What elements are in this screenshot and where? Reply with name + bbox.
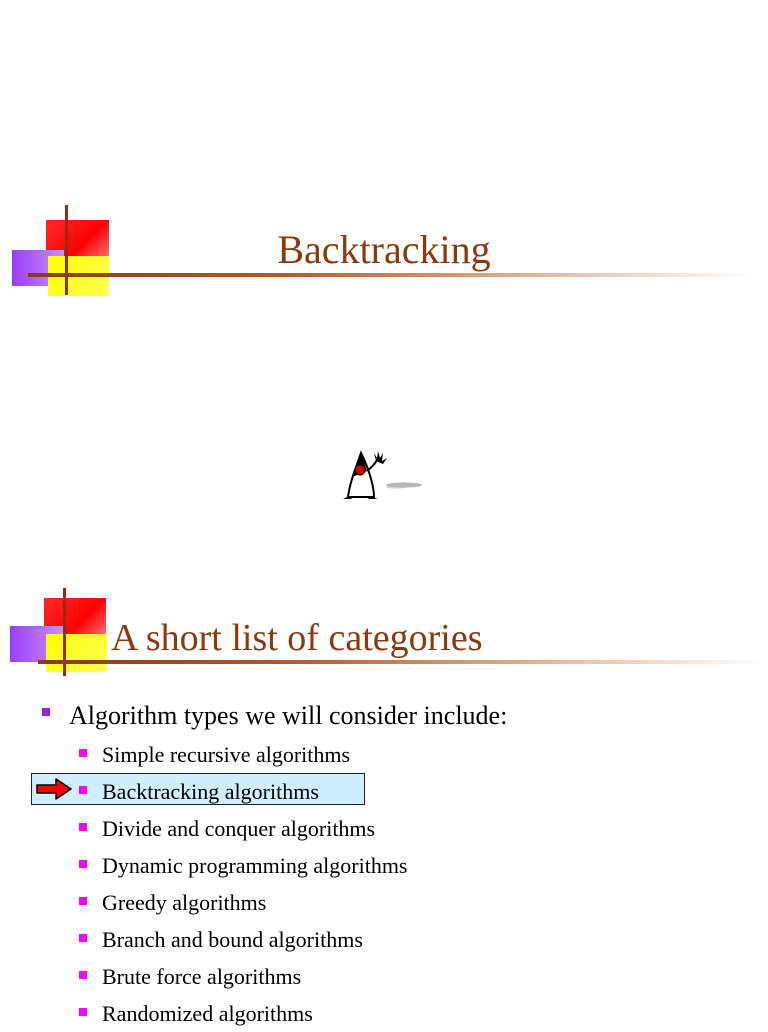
- list-item-text: Dynamic programming algorithms: [102, 853, 408, 878]
- square-bullet-icon: [79, 860, 87, 868]
- square-bullet-icon: [79, 971, 87, 979]
- list-item: [62, 995, 408, 1032]
- list-item: [62, 921, 408, 958]
- list-item-text: Divide and conquer algorithms: [102, 816, 376, 841]
- list-item: [62, 884, 408, 921]
- list-item-text: Greedy algorithms: [102, 890, 267, 915]
- list-item-text: Brute force algorithms: [102, 964, 302, 989]
- square-bullet-icon: [42, 708, 50, 716]
- slide-title: A short list of categories: [111, 617, 483, 659]
- content-slide: [0, 560, 768, 1024]
- list-item-highlighted: [62, 773, 408, 810]
- list-item-text: Algorithm types we will consider include:: [69, 701, 508, 730]
- duke-mascot-icon: [338, 445, 428, 505]
- square-bullet-icon: [79, 897, 87, 905]
- list-item: [62, 736, 408, 773]
- list-item: [62, 847, 408, 884]
- square-bullet-icon: [79, 786, 87, 794]
- corner-decoration: [10, 588, 120, 688]
- list-item: [62, 958, 408, 995]
- list-item-text: Backtracking algorithms: [102, 779, 319, 804]
- square-bullet-icon: [79, 749, 87, 757]
- list-item: [62, 810, 408, 847]
- square-bullet-icon: [79, 823, 87, 831]
- list-item-text: Simple recursive algorithms: [102, 742, 351, 767]
- category-list: [62, 736, 408, 1032]
- square-bullet-icon: [79, 934, 87, 942]
- bullet-list: [40, 699, 507, 733]
- square-bullet-icon: [79, 1008, 87, 1016]
- list-item: [40, 699, 507, 733]
- slide-title: Backtracking: [277, 227, 491, 272]
- list-item-text: Randomized algorithms: [102, 1001, 313, 1026]
- list-item-text: Branch and bound algorithms: [102, 927, 363, 952]
